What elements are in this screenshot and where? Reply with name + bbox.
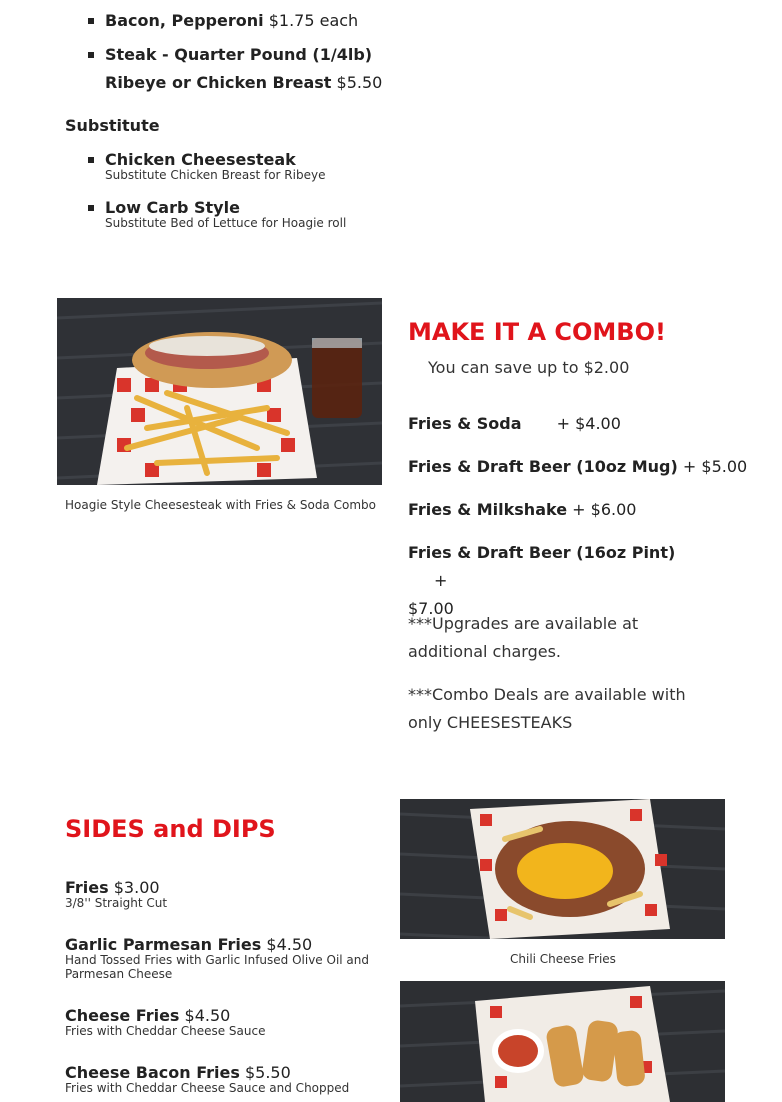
- combo-note-upgrades: ***Upgrades are available at additional charges.: [408, 614, 639, 661]
- combo-option-name: Fries & Milkshake: [408, 500, 568, 519]
- item-name-line1: Steak - Quarter Pound (1/4lb): [105, 45, 373, 64]
- side-item: [65, 874, 167, 910]
- side-item: [65, 1002, 265, 1038]
- item-price: $1.75 each: [268, 11, 359, 30]
- cheesesteak-combo-image: [57, 298, 382, 485]
- item-name-line2: Ribeye or Chicken Breast: [105, 73, 332, 92]
- item-name: Bacon, Pepperoni: [105, 11, 264, 30]
- combo-option-name: Fries & Draft Beer (16oz Pint): [408, 543, 676, 562]
- side-desc: Fries with Cheddar Cheese Sauce: [65, 1024, 266, 1038]
- substitute-heading: Substitute: [65, 116, 160, 135]
- side-desc: Hand Tossed Fries with Garlic Infused Olive Oil and Parmesan Cheese: [65, 953, 370, 981]
- dips-photo: [400, 981, 725, 1102]
- chili-cheese-fries-image: [400, 799, 725, 939]
- menu-item-bacon: [105, 7, 358, 35]
- combo-option: [408, 410, 621, 438]
- substitute-desc: Substitute Chicken Breast for Ribeye: [105, 168, 326, 182]
- side-name: Garlic Parmesan Fries: [65, 935, 262, 954]
- side-name: Fries: [65, 878, 109, 897]
- side-price: $4.50: [266, 935, 313, 954]
- side-name: Cheese Bacon Fries: [65, 1063, 240, 1082]
- side-price: $3.00: [113, 878, 160, 897]
- side-item: [65, 931, 380, 981]
- menu-item-steak: [105, 41, 405, 97]
- substitute-item: [105, 146, 325, 182]
- combo-subtitle: You can save up to $2.00: [428, 358, 630, 377]
- combo-title: MAKE IT A COMBO!: [408, 318, 666, 346]
- combo-photo: [57, 298, 382, 485]
- combo-photo-caption: Hoagie Style Cheesesteak with Fries & Soda Combo: [65, 498, 376, 512]
- combo-option-price: + $6.00: [572, 500, 637, 519]
- combo-option-price: + $5.00: [682, 457, 748, 476]
- combo-option: [408, 496, 636, 524]
- side-item: [65, 1059, 349, 1095]
- side-name: Cheese Fries: [65, 1006, 180, 1025]
- bullet: [88, 205, 94, 211]
- chili-cheese-fries-caption: Chili Cheese Fries: [510, 952, 616, 966]
- bullet: [88, 52, 94, 58]
- sides-title: SIDES and DIPS: [65, 815, 276, 843]
- combo-option-price: $7.00: [408, 599, 454, 618]
- combo-option: [408, 453, 747, 481]
- combo-option-name: Fries & Soda: [408, 414, 522, 433]
- mozzarella-sticks-image: [400, 981, 725, 1102]
- combo-option-price-plus: +: [434, 571, 448, 590]
- combo-option-price: + $4.00: [556, 414, 621, 433]
- side-price: $5.50: [244, 1063, 291, 1082]
- combo-option-name: Fries & Draft Beer (10oz Mug): [408, 457, 678, 476]
- chili-cheese-fries-photo: [400, 799, 725, 939]
- side-desc: Fries with Cheddar Cheese Sauce and Chopped: [65, 1081, 350, 1095]
- substitute-name: Chicken Cheesesteak: [105, 150, 296, 169]
- item-price: $5.50: [336, 73, 383, 92]
- combo-note-cheesesteaks: ***Combo Deals are available with only CHEESESTEAKS: [408, 685, 686, 732]
- side-desc: 3/8'' Straight Cut: [65, 896, 168, 910]
- side-price: $4.50: [184, 1006, 231, 1025]
- substitute-name: Low Carb Style: [105, 198, 240, 217]
- substitute-item: [105, 194, 346, 230]
- bullet: [88, 157, 94, 163]
- bullet: [88, 18, 94, 24]
- substitute-desc: Substitute Bed of Lettuce for Hoagie roll: [105, 216, 347, 230]
